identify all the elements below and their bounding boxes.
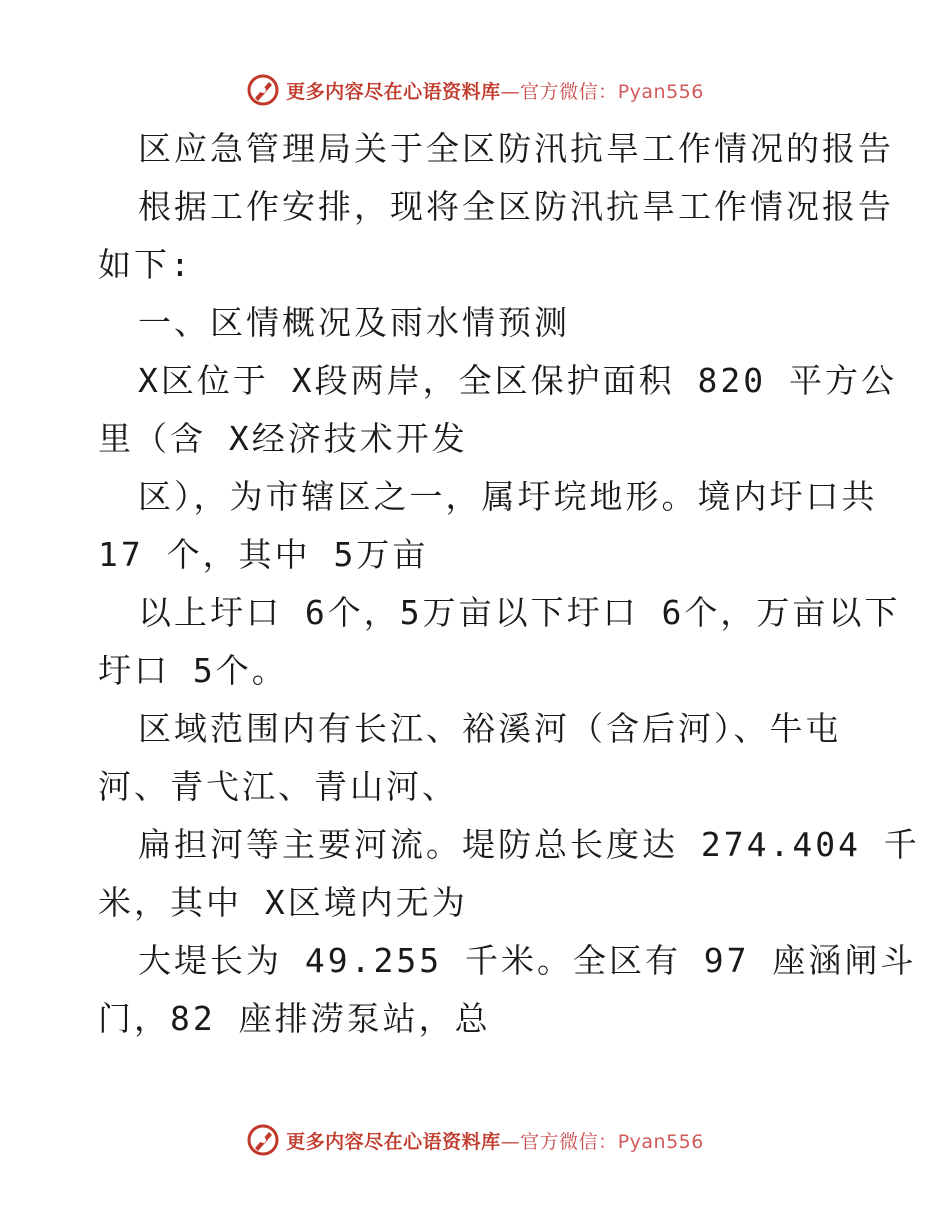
- watermark-label: 官方微信：: [520, 80, 618, 103]
- watermark-banner-bottom: [0, 1120, 950, 1160]
- document-title: 区应急管理局关于全区防汛抗旱工作情况的报告: [138, 129, 894, 168]
- paragraph-line: 大堤长为 49.255 千米。全区有 97 座涵闸斗: [138, 941, 917, 980]
- watermark-id: Pyan556: [617, 80, 704, 103]
- paragraph-line: 根据工作安排，现将全区防汛抗旱工作情况报告: [138, 187, 894, 226]
- watermark-label: 官方微信：: [520, 1130, 618, 1153]
- paragraph-line: 区），为市辖区之一，属圩垸地形。境内圩口共: [138, 477, 878, 516]
- paragraph-line: 扁担河等主要河流。堤防总长度达 274.404 千: [138, 825, 920, 864]
- watermark-group: [246, 1123, 704, 1157]
- paragraph-line: X区位于 X段两岸，全区保护面积 820 平方公: [138, 361, 897, 400]
- paragraph-line: 里（含 X经济技术开发: [98, 419, 468, 458]
- paragraph-line: 河、青弋江、青山河、: [98, 767, 458, 806]
- watermark-title: 更多内容尽在心语资料库: [286, 80, 501, 103]
- watermark-dash: —: [500, 80, 521, 103]
- paragraph-line: 17 个，其中 5万亩: [98, 535, 429, 574]
- pen-logo-icon: [246, 1123, 280, 1157]
- watermark-text: [286, 77, 704, 104]
- paragraph-line: 区域范围内有长江、裕溪河（含后河）、牛屯: [138, 709, 842, 748]
- paragraph-line: 以上圩口 6个，5万亩以下圩口 6个，万亩以下: [138, 593, 901, 632]
- pen-logo-icon: [246, 73, 280, 107]
- watermark-id: Pyan556: [617, 1130, 704, 1153]
- paragraph-line: 门，82 座排涝泵站，总: [98, 999, 491, 1038]
- watermark-title: 更多内容尽在心语资料库: [286, 1130, 501, 1153]
- paragraph-line: 米，其中 X区境内无为: [98, 883, 468, 922]
- watermark-banner-top: [0, 70, 950, 110]
- paragraph-line: 圩口 5个。: [98, 651, 288, 690]
- watermark-dash: —: [500, 1130, 521, 1153]
- document-body: [98, 120, 920, 1048]
- section-heading: 一、区情概况及雨水情预测: [138, 303, 570, 342]
- watermark-group: [246, 73, 704, 107]
- watermark-text: [286, 1127, 704, 1154]
- paragraph-line: 如下:: [98, 245, 193, 284]
